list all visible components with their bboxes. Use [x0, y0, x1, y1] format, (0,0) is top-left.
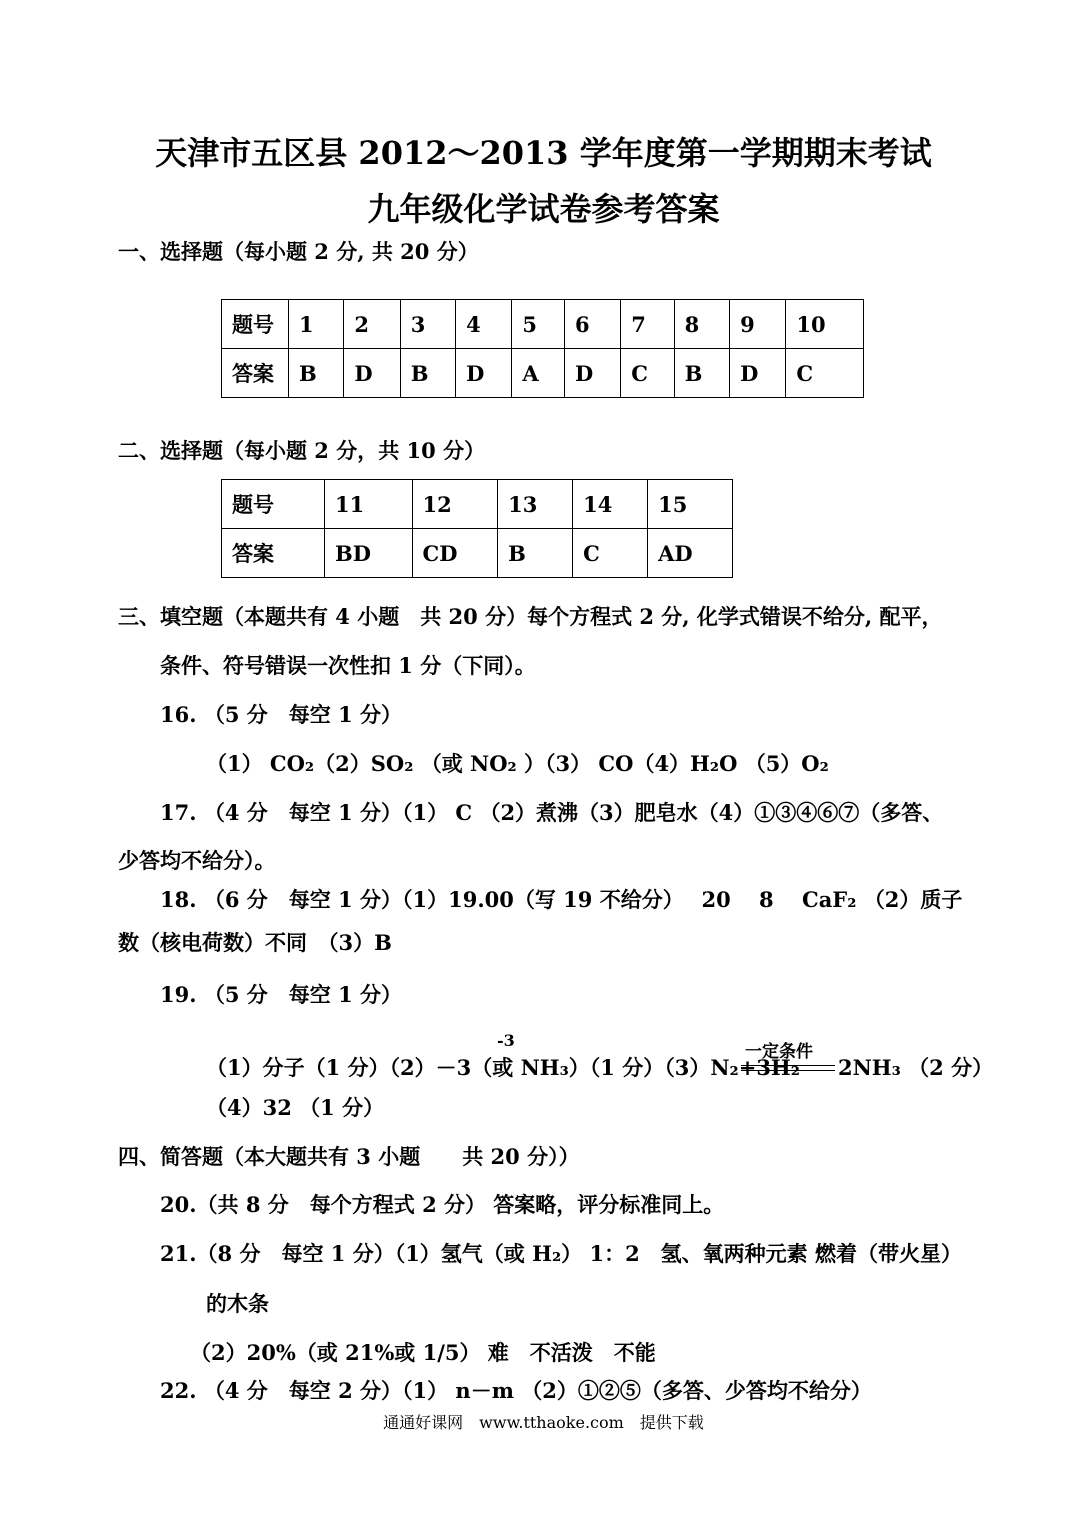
oxidation-state-label: -3: [497, 1031, 515, 1050]
q21-line1: 21.（8 分 每空 1 分）（1）氢气（或 H₂） 1：2 氢、氧两种元素 燃着（带火星）: [160, 1241, 962, 1266]
footer: 通通好课网 www.tthaoke.com 提供下载: [383, 1413, 704, 1432]
q18-line2: 数（核电荷数）不同 （3）B: [118, 930, 392, 955]
section2-table: [221, 479, 733, 578]
table-cell: D: [456, 349, 512, 398]
table-cell: 2: [344, 300, 400, 349]
q19-body-right: 2NH₃ （2 分）: [838, 1055, 994, 1080]
table-cell: C: [786, 349, 864, 398]
q22: 22. （4 分 每空 2 分）（1） n－m （2）①②⑤（多答、少答均不给分）: [160, 1378, 872, 1403]
table-cell: BD: [325, 529, 413, 578]
table-cell: B: [674, 349, 729, 398]
section4-heading: 四、简答题（本大题共有 3 小题 共 20 分））: [118, 1144, 580, 1169]
table-cell: C: [573, 529, 648, 578]
table-cell: 1: [289, 300, 344, 349]
table-cell: 7: [621, 300, 674, 349]
table-cell: CD: [412, 529, 498, 578]
q19-body-left: （1）分子（1 分）（2）－3（或 NH₃）（1 分）（3）N₂+3H₂: [206, 1055, 800, 1080]
row-label: 题号: [222, 480, 325, 529]
table-cell: B: [289, 349, 344, 398]
reaction-condition-label: 一定条件: [745, 1042, 813, 1062]
table-cell: AD: [648, 529, 733, 578]
table-cell: 12: [412, 480, 498, 529]
section1-heading: 一、选择题（每小题 2 分, 共 20 分）: [118, 239, 479, 264]
page-subtitle: 九年级化学试卷参考答案: [367, 190, 720, 228]
q21-line2: 的木条: [206, 1291, 269, 1316]
q16-body: （1） CO₂（2）SO₂ （或 NO₂ ）（3） CO（4）H₂O （5）O₂: [206, 751, 829, 776]
q21-line3: （2）20%（或 21%或 1/5） 难 不活泼 不能: [190, 1340, 656, 1365]
table-cell: D: [344, 349, 400, 398]
table-cell: 15: [648, 480, 733, 529]
table-cell: 13: [498, 480, 573, 529]
row-label: 答案: [222, 349, 289, 398]
row-label: 题号: [222, 300, 289, 349]
q17-line2: 少答均不给分）。: [118, 848, 276, 873]
q17-line1: 17. （4 分 每空 1 分）（1） C （2）煮沸（3）肥皂水（4）①③④⑥⑦（多答、: [160, 800, 944, 825]
section2-heading: 二、选择题（每小题 2 分，共 10 分）: [118, 438, 486, 463]
equilibrium-sign: [741, 1059, 835, 1078]
table-row: [222, 529, 733, 578]
q16-head: 16. （5 分 每空 1 分）: [160, 702, 403, 727]
table-cell: D: [730, 349, 786, 398]
table-cell: 5: [512, 300, 565, 349]
table-cell: 14: [573, 480, 648, 529]
table-cell: 6: [564, 300, 620, 349]
table-cell: B: [400, 349, 455, 398]
row-label: 答案: [222, 529, 325, 578]
q19-line2: （4）32 （1 分）: [206, 1095, 385, 1120]
table-cell: 8: [674, 300, 729, 349]
table-cell: C: [621, 349, 674, 398]
section1-table: [221, 299, 864, 398]
table-cell: 4: [456, 300, 512, 349]
section3-heading-line2: 条件、符号错误一次性扣 1 分（下同）。: [160, 653, 536, 678]
table-cell: 11: [325, 480, 413, 529]
table-row: [222, 300, 864, 349]
page-title: 天津市五区县 2012～2013 学年度第一学期期末考试: [155, 134, 932, 172]
table-cell: 9: [730, 300, 786, 349]
table-row: [222, 480, 733, 529]
q19-head: 19. （5 分 每空 1 分）: [160, 982, 403, 1007]
table-cell: B: [498, 529, 573, 578]
table-cell: 3: [400, 300, 455, 349]
q18-line1: 18. （6 分 每空 1 分）（1）19.00（写 19 不给分） 20 8 CaF₂ （2）质子: [160, 887, 963, 912]
table-cell: D: [564, 349, 620, 398]
table-cell: 10: [786, 300, 864, 349]
table-cell: A: [512, 349, 565, 398]
table-row: [222, 349, 864, 398]
q20: 20.（共 8 分 每个方程式 2 分） 答案略，评分标准同上。: [160, 1192, 725, 1217]
section3-heading-line1: 三、填空题（本题共有 4 小题 共 20 分）每个方程式 2 分, 化学式错误不给分, 配平，: [118, 604, 943, 629]
